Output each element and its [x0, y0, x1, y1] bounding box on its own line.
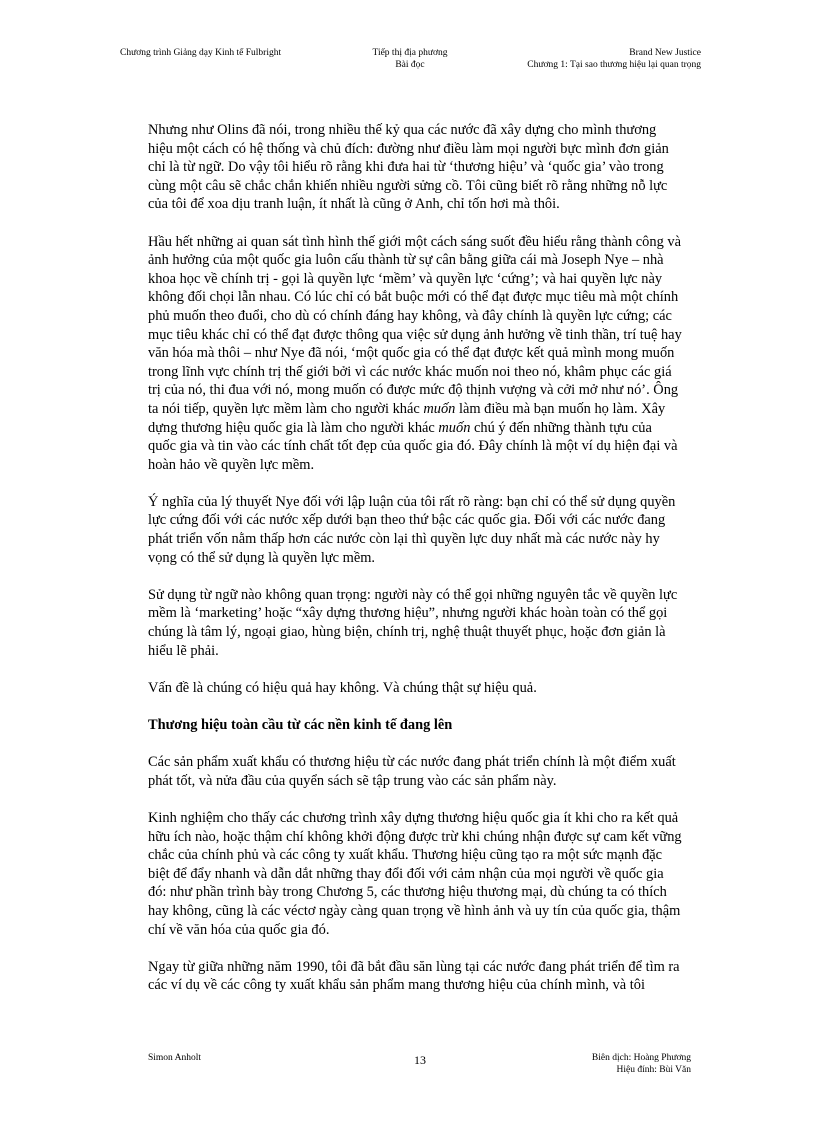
section-heading: Thương hiệu toàn cầu từ các nền kinh tế đang lên [148, 717, 453, 733]
emphasis-muon-1: muốn [423, 400, 456, 417]
document-body [148, 121, 683, 1014]
header-doc-type: Bài đọc [395, 60, 425, 70]
header-course: Tiếp thị địa phương [372, 48, 448, 58]
footer-editor: Hiệu đính: Bùi Văn [616, 1065, 691, 1075]
emphasis-muon-2: muốn [438, 419, 471, 436]
paragraph-6: Các sản phẩm xuất khẩu có thương hiệu từ các nước đang phát triển chính là một điểm xuất phát tốt, và nửa đầu của quyển sách sẽ tập trung vào các sản phẩm này. [148, 754, 676, 789]
header-right [527, 47, 701, 71]
header-center [355, 47, 465, 71]
paragraph-2: Hầu hết những ai quan sát tình hình thế giới một cách sáng suốt đều hiểu rằng thành công và ảnh hưởng của một quốc gia luôn cấu thành từ sự cân bằng giữa cái mà Joseph Nye – nhà khoa học về chính trị - gọi là quyền lực ‘mềm’ và quyền lực ‘cứng’; và hai quyền lực này không đối chọi lẫn nhau. Có lúc chỉ có bắt buộc mới có thể đạt được mục tiêu mà một chính phủ muốn theo đuổi, cho dù có chính đáng hay không, và đây chính là quyền lực cứng; các mục tiêu khác chỉ có thể đạt được thông qua việc sử dụng ảnh hưởng về tinh thần, trí tuệ hay văn hóa mà thôi – như Nye đã nói, ‘một quốc gia có thể đạt được kết quả mình mong muốn trong lĩnh vực chính trị thế giới bởi vì các nước khác muốn noi theo nó, khâm phục các giá trị của nó, thi đua với nó, mong muốn có được mức độ thịnh vượng và cởi mở như nó’. Ông ta nói tiếp, quyền lực mềm làm cho người khác muốn làm điều mà bạn muốn họ làm. Xây dựng thương hiệu quốc gia là làm cho người khác muốn chú ý đến những thành tựu của quốc gia và tin vào các tính chất tốt đẹp của quốc gia đó. Đây chính là một ví dụ hiện đại và hoàn hảo về quyền lực mềm. [148, 233, 682, 473]
header-program: Chương trình Giảng dạy Kinh tế Fulbright [120, 48, 282, 58]
footer-author: Simon Anholt [148, 1053, 202, 1063]
header-book-title: Brand New Justice [629, 48, 701, 58]
footer-translator: Biên dịch: Hoàng Phương [591, 1053, 691, 1063]
header-left [120, 47, 281, 59]
footer-credits [592, 1052, 691, 1076]
paragraph-8: Ngay từ giữa những năm 1990, tôi đã bắt đầu săn lùng tại các nước đang phát triển để tìm ra các ví dụ về các công ty xuất khẩu sản phẩm mang thương hiệu của chính mình, và tôi [148, 958, 680, 994]
paragraph-7: Kinh nghiệm cho thấy các chương trình xây dựng thương hiệu quốc gia ít khi cho ra kết quả hữu ích nào, hoặc thậm chí không khởi động được trừ khi chúng nhận được sự cam kết vững chắc của chính phủ và các công ty xuất khẩu. Thương hiệu cũng tạo ra một sức mạnh đặc biệt để đẩy nhanh và dẫn dắt những thay đổi đối với cảm nhận của mọi người về quốc gia đó: như phần trình bày trong Chương 5, các thương hiệu thương mại, dù chúng ta có thích hay không, cũng là các véctơ ngày càng quan trọng về hình ảnh và uy tín của quốc gia, thậm chí về văn hóa của quốc gia đó. [148, 809, 682, 938]
page-number: 13 [414, 1053, 426, 1067]
paragraph-5: Vấn đề là chúng có hiệu quả hay không. Và chúng thật sự hiệu quả. [148, 679, 537, 696]
paragraph-3: Ý nghĩa của lý thuyết Nye đối với lập luận của tôi rất rõ ràng: bạn chỉ có thể sử dụng quyền lực cứng đối với các nước xếp dưới bạn theo thứ bậc các quốc gia. Đối với các nước đang phát triển vốn nằm thấp hơn các nước còn lại thì quyền lực duy nhất mà các nước này hy vọng có thể sử dụng là quyền lực mềm. [148, 493, 676, 566]
paragraph-1: Nhưng như Olins đã nói, trong nhiều thế kỷ qua các nước đã xây dựng cho mình thương hiệu một cách có hệ thống và chủ đích: đường như điều làm mọi người bực mình đơn giản chỉ là từ ngữ. Do vậy tôi hiểu rõ rằng khi đưa hai từ ‘thương hiệu’ và ‘quốc gia’ vào trong cùng một câu sẽ chắc chắn khiến nhiều người sửng cồ. Tôi cũng biết rõ rằng những nỗ lực của tôi để xoa dịu tranh luận, ít nhất là cũng ở Anh, chỉ tốn hơi mà thôi. [148, 122, 669, 213]
header-chapter: Chương 1: Tại sao thương hiệu lại quan trọng [527, 60, 701, 70]
paragraph-4: Sử dụng từ ngữ nào không quan trọng: người này có thể gọi những nguyên tắc về quyền lực mềm là ‘marketing’ hoặc “xây dựng thương hiệu”, nhưng người khác hoàn toàn có thể gọi chúng là tâm lý, ngoại giao, hùng biện, chính trị, nghệ thuật thuyết phục, hoặc đơn giản là hiểu lẽ phải. [148, 586, 678, 659]
